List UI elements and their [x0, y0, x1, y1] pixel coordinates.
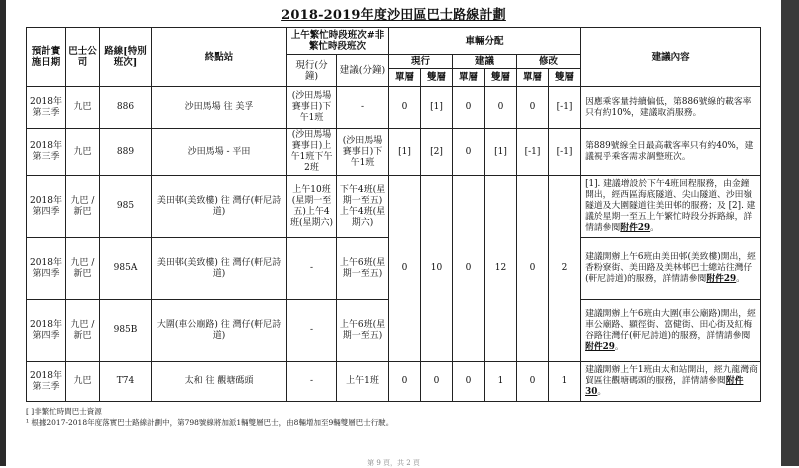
cell-current-single: 0 — [389, 87, 421, 129]
rec-text: 建議開辦上午6班由美田邨(美致樓)開出，經香粉寮街、美田路及美林邨巴士總站往灣仔(軒尼詩道)的服務，詳情請參閱 — [585, 252, 756, 284]
cell-proposed-single: 0 — [453, 87, 485, 129]
cell-date: 2018年第三季 — [27, 87, 66, 129]
rec-text-end: 。 — [736, 274, 745, 284]
header-fleet-proposed: 建議 — [453, 55, 517, 69]
cell-proposed-single: 0 — [453, 176, 485, 362]
cell-am-proposed: 上午6班(星期一至五) — [337, 300, 389, 362]
page-title: 2018-2019年度沙田區巴士路線計劃 — [281, 8, 506, 23]
cell-date: 2018年第三季 — [27, 362, 66, 402]
cell-company: 九巴 / 新巴 — [66, 176, 100, 238]
cell-company: 九巴 — [66, 129, 100, 176]
cell-proposed-double: 0 — [485, 87, 517, 129]
rec-text: [1]. 建議增設於下午4班回程服務，由金鐘開出，經西區海底隧道、尖山隧道、沙田嶺隧道及大圍隧道往美田邨的服務；及 [2]. 建議於星期一至五上午繁忙時段分拆路線，詳情請參閱 — [585, 179, 756, 233]
table-row — [27, 129, 761, 176]
cell-recommendation: 第889號線全日最高載客率只有約40%，建議視乎乘客需求調整班次。 — [581, 129, 761, 176]
cell-change-double: [-1] — [549, 129, 581, 176]
table-row — [27, 176, 761, 238]
document-page — [6, 0, 781, 466]
cell-terminal: 太和 往 觀塘碼頭 — [152, 362, 287, 402]
cell-terminal: 美田邨(美致樓) 往 灣仔(軒尼詩道) — [152, 238, 287, 300]
cell-am-current: (沙田馬場賽事日)上午1班下午2班 — [287, 129, 337, 176]
cell-am-current: (沙田馬場賽事日)下午1班 — [287, 87, 337, 129]
cell-current-double: 0 — [421, 362, 453, 402]
header-single: 單層 — [517, 69, 549, 87]
cell-change-single: 0 — [517, 176, 549, 362]
cell-date: 2018年第四季 — [27, 300, 66, 362]
cell-current-single: [1] — [389, 129, 421, 176]
rec-text-end: 。 — [614, 341, 624, 352]
header-single: 單層 — [389, 69, 421, 87]
rec-text-end: 。 — [597, 387, 607, 397]
cell-company: 九巴 / 新巴 — [66, 238, 100, 300]
rec-text: 建議開辦上午6班由大圍(車公廟路)開出，經車公廟路、顯徑街、富健街、田心街及紅梅谷路往灣仔(軒尼詩道)的服務，詳情請參閱 — [585, 308, 756, 341]
viewer-scrollbar[interactable] — [781, 0, 799, 466]
cell-route: 985 — [100, 176, 152, 238]
cell-current-double: [2] — [421, 129, 453, 176]
cell-current-double: 10 — [421, 176, 453, 362]
cell-proposed-double: 12 — [485, 176, 517, 362]
cell-am-proposed: 上午6班(星期一至五) — [337, 238, 389, 300]
cell-date: 2018年第四季 — [27, 176, 66, 238]
cell-recommendation — [581, 238, 761, 300]
cell-terminal: 沙田馬場 - 平田 — [152, 129, 287, 176]
cell-change-single: 0 — [517, 362, 549, 402]
cell-route: 886 — [100, 87, 152, 129]
page-footer: 第 9 頁，共 2 頁 — [367, 459, 420, 467]
cell-am-current: - — [287, 238, 337, 300]
annex-link[interactable]: 附件29 — [620, 223, 651, 233]
cell-company: 九巴 — [66, 87, 100, 129]
cell-change-double: [-1] — [549, 87, 581, 129]
header-am-current: 現行(分鐘) — [287, 55, 337, 87]
footnotes — [26, 406, 393, 428]
header-fleet: 車輛分配 — [389, 28, 581, 55]
header-double: 雙層 — [485, 69, 517, 87]
cell-recommendation — [581, 176, 761, 238]
rec-text-end: 。 — [650, 223, 659, 233]
cell-recommendation: 因應乘客量持續偏低，第886號線的載客率只有約10%，建議取消服務。 — [581, 87, 761, 129]
cell-terminal: 美田邨(美致樓) 往 灣仔(軒尼詩道) — [152, 176, 287, 238]
cell-terminal: 大圍(車公廟路) 往 灣仔(軒尼詩道) — [152, 300, 287, 362]
table-row — [27, 87, 761, 129]
cell-terminal: 沙田馬場 往 美孚 — [152, 87, 287, 129]
cell-proposed-double: [1] — [485, 129, 517, 176]
footnote-bracket: [ ]非繁忙時間巴士資源 — [26, 407, 102, 416]
cell-proposed-single: 0 — [453, 362, 485, 402]
header-am-peak: 上午繁忙時段班次#非繁忙時段班次 — [287, 28, 389, 55]
cell-proposed-double: 1 — [485, 362, 517, 402]
header-recommendation: 建議內容 — [581, 28, 761, 87]
cell-current-double: [1] — [421, 87, 453, 129]
cell-route: T74 — [100, 362, 152, 402]
cell-current-single: 0 — [389, 176, 421, 362]
table-row — [27, 362, 761, 402]
cell-company: 九巴 — [66, 362, 100, 402]
header-route: 路線[特別班次] — [100, 28, 152, 87]
cell-date: 2018年第四季 — [27, 238, 66, 300]
header-am-proposed: 建議(分鐘) — [337, 55, 389, 87]
cell-change-double: 1 — [549, 362, 581, 402]
header-terminal: 終點站 — [152, 28, 287, 87]
cell-am-current: 上午10班(星期一至五)上午4班(星期六) — [287, 176, 337, 238]
cell-recommendation — [581, 362, 761, 402]
cell-current-single: 0 — [389, 362, 421, 402]
cell-proposed-single: 0 — [453, 129, 485, 176]
cell-date: 2018年第三季 — [27, 129, 66, 176]
cell-route: 985B — [100, 300, 152, 362]
route-plan-table — [26, 27, 761, 402]
cell-am-proposed: 上午1班 — [337, 362, 389, 402]
header-fleet-current: 現行 — [389, 55, 453, 69]
cell-am-proposed: (沙田馬場賽事日)下午1班 — [337, 129, 389, 176]
cell-recommendation — [581, 300, 761, 362]
cell-am-proposed: 下午4班(星期一至五)上午4班(星期六) — [337, 176, 389, 238]
annex-link[interactable]: 附件30 — [585, 376, 744, 397]
cell-route: 985A — [100, 238, 152, 300]
rec-text: 建議開辦上午1班由太和站開出，經九龍灣商貿區往觀塘碼頭的服務，詳情請參閱 — [585, 365, 758, 386]
header-fleet-change: 修改 — [517, 55, 581, 69]
cell-am-proposed: - — [337, 87, 389, 129]
cell-am-current: - — [287, 362, 337, 402]
cell-change-single: [-1] — [517, 129, 549, 176]
header-company: 巴士公司 — [66, 28, 100, 87]
cell-change-double: 2 — [549, 176, 581, 362]
header-date: 預計實施日期 — [27, 28, 66, 87]
cell-company: 九巴 / 新巴 — [66, 300, 100, 362]
header-single: 單層 — [453, 69, 485, 87]
annex-link[interactable]: 附件29 — [585, 341, 615, 352]
cell-route: 889 — [100, 129, 152, 176]
cell-change-single: 0 — [517, 87, 549, 129]
annex-link[interactable]: 附件29 — [706, 274, 737, 284]
header-double: 雙層 — [421, 69, 453, 87]
cell-am-current: - — [287, 300, 337, 362]
footnote-1: ¹ 根據2017-2018年度落實巴士路線計劃中，第798號線將加派1輛雙層巴士，由8輛增加至9輛雙層巴士行駛。 — [26, 418, 394, 427]
header-double: 雙層 — [549, 69, 581, 87]
